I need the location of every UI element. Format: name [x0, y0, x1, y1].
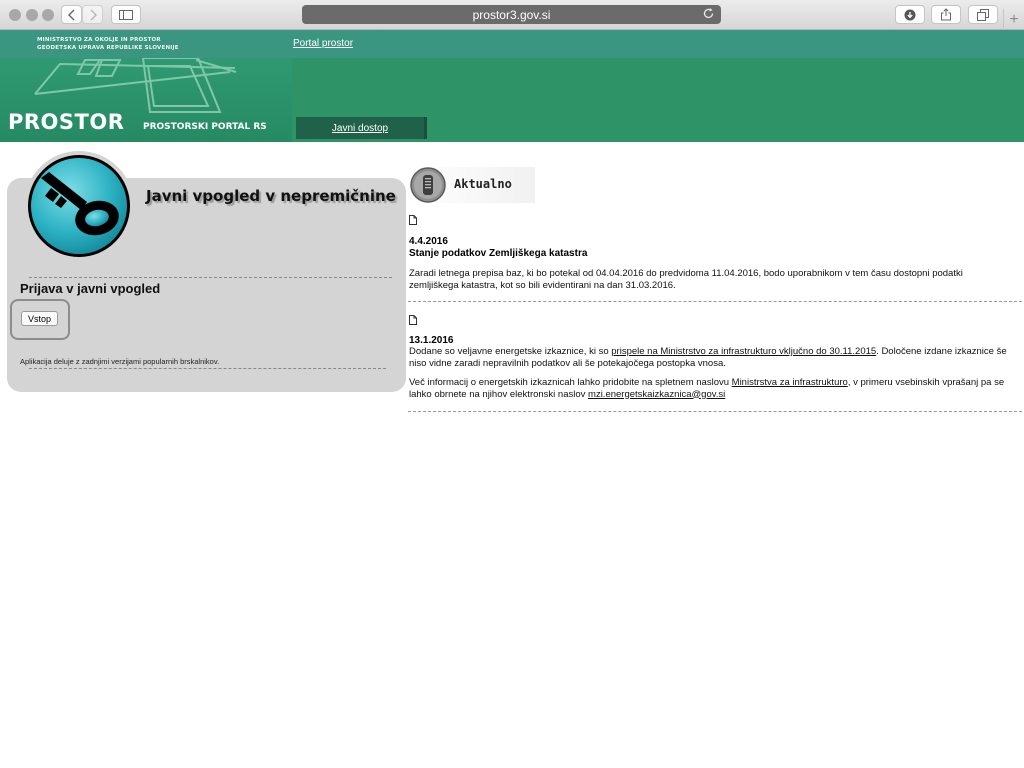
news-text-segment: Več informacij o energetskih izkaznicah lahko pridobite na spletnem naslovu: [409, 377, 732, 388]
browser-toolbar: [0, 0, 1024, 30]
news-divider: [408, 301, 1022, 302]
sidebar-icon: [119, 10, 133, 20]
url-text: prostor3.gov.si: [472, 7, 551, 22]
address-bar[interactable]: [302, 5, 721, 24]
login-heading: Prijava v javni vpogled: [20, 281, 161, 296]
zoom-window-button[interactable]: [42, 9, 54, 21]
panel-title: Javni vpogled v nepremičnine: [146, 187, 396, 205]
ministry-name: [37, 36, 179, 52]
document-icon: [409, 315, 417, 325]
document-icon: [409, 215, 417, 225]
ministry-strip: [0, 30, 1024, 58]
back-button[interactable]: [61, 5, 82, 24]
banner-logo-area: [0, 58, 292, 142]
key-icon: [27, 154, 131, 258]
forward-button[interactable]: [82, 5, 103, 24]
reload-icon[interactable]: [702, 7, 715, 20]
panel-divider-bottom: [29, 368, 386, 369]
email-link[interactable]: mzi.energetskaizkaznica@gov.si: [588, 388, 726, 400]
news-section-title: Aktualno: [454, 177, 512, 191]
news-date: 13.1.2016: [409, 335, 454, 346]
portal-prostor-link[interactable]: Portal prostor: [293, 38, 354, 49]
vstop-button[interactable]: Vstop: [21, 311, 58, 326]
news-text-segment: . Določene izdane izkaznice še niso vidne zaradi nepravilnih podatkov ali še potekajočega postopka vnosa.: [409, 346, 1007, 369]
sidebar-toggle-button[interactable]: [111, 5, 141, 24]
news-body: [409, 346, 1015, 369]
ministry-line-2: GEODETSKA UPRAVA REPUBLIKE SLOVENIJE: [37, 45, 179, 51]
tab-overview-button[interactable]: [968, 5, 998, 24]
news-text-segment: Dodane so veljavne energetske izkaznice, ki so: [409, 346, 612, 357]
site-subtitle: PROSTORSKI PORTAL RS: [143, 122, 267, 132]
ministry-infrastructure-link[interactable]: prispele na Ministrstvo za infrastrukturo vključno do 30.11.2015: [611, 346, 877, 357]
panel-divider: [29, 277, 392, 278]
news-title: Stanje podatkov Zemljiškega katastra: [409, 248, 588, 259]
new-tab-button[interactable]: +: [1003, 9, 1024, 30]
header-banner: [0, 58, 1024, 142]
news-body: [409, 377, 1015, 400]
news-icon: [410, 167, 446, 203]
ministry-website-link[interactable]: Ministrstva za infrastrukturo: [731, 377, 848, 388]
ministry-line-1: MINISTRSTVO ZA OKOLJE IN PROSTOR: [37, 37, 161, 43]
news-text-segment: , v primeru vsebinskih vprašanj pa se lahko obrnete na njihov elektronski naslov: [409, 377, 1005, 400]
chevron-left-icon: [68, 9, 76, 21]
browser-support-note: Aplikacija deluje z zadnjimi verzijami popularnih brskalnikov.: [20, 357, 220, 366]
news-divider: [408, 411, 1022, 412]
minimize-window-button[interactable]: [26, 9, 38, 21]
downloads-button[interactable]: [895, 5, 925, 24]
close-window-button[interactable]: [9, 9, 21, 21]
download-icon: [904, 9, 916, 21]
tabs-icon: [977, 9, 989, 21]
chevron-right-icon: [89, 9, 97, 21]
site-logo: PROSTOR: [8, 110, 125, 134]
tab-javni-dostop[interactable]: Javni dostop: [296, 117, 427, 139]
share-button[interactable]: [931, 5, 961, 24]
news-body: Zaradi letnega prepisa baz, ki bo potekal od 04.04.2016 do predvidoma 11.04.2016, bodo uporabnikom v tem času dostopni podatki zemljiškega katastra, kot so bili evidentirani na dan 31.03.2016.: [409, 268, 963, 291]
share-icon: [940, 8, 952, 21]
news-date: 4.4.2016: [409, 236, 448, 247]
